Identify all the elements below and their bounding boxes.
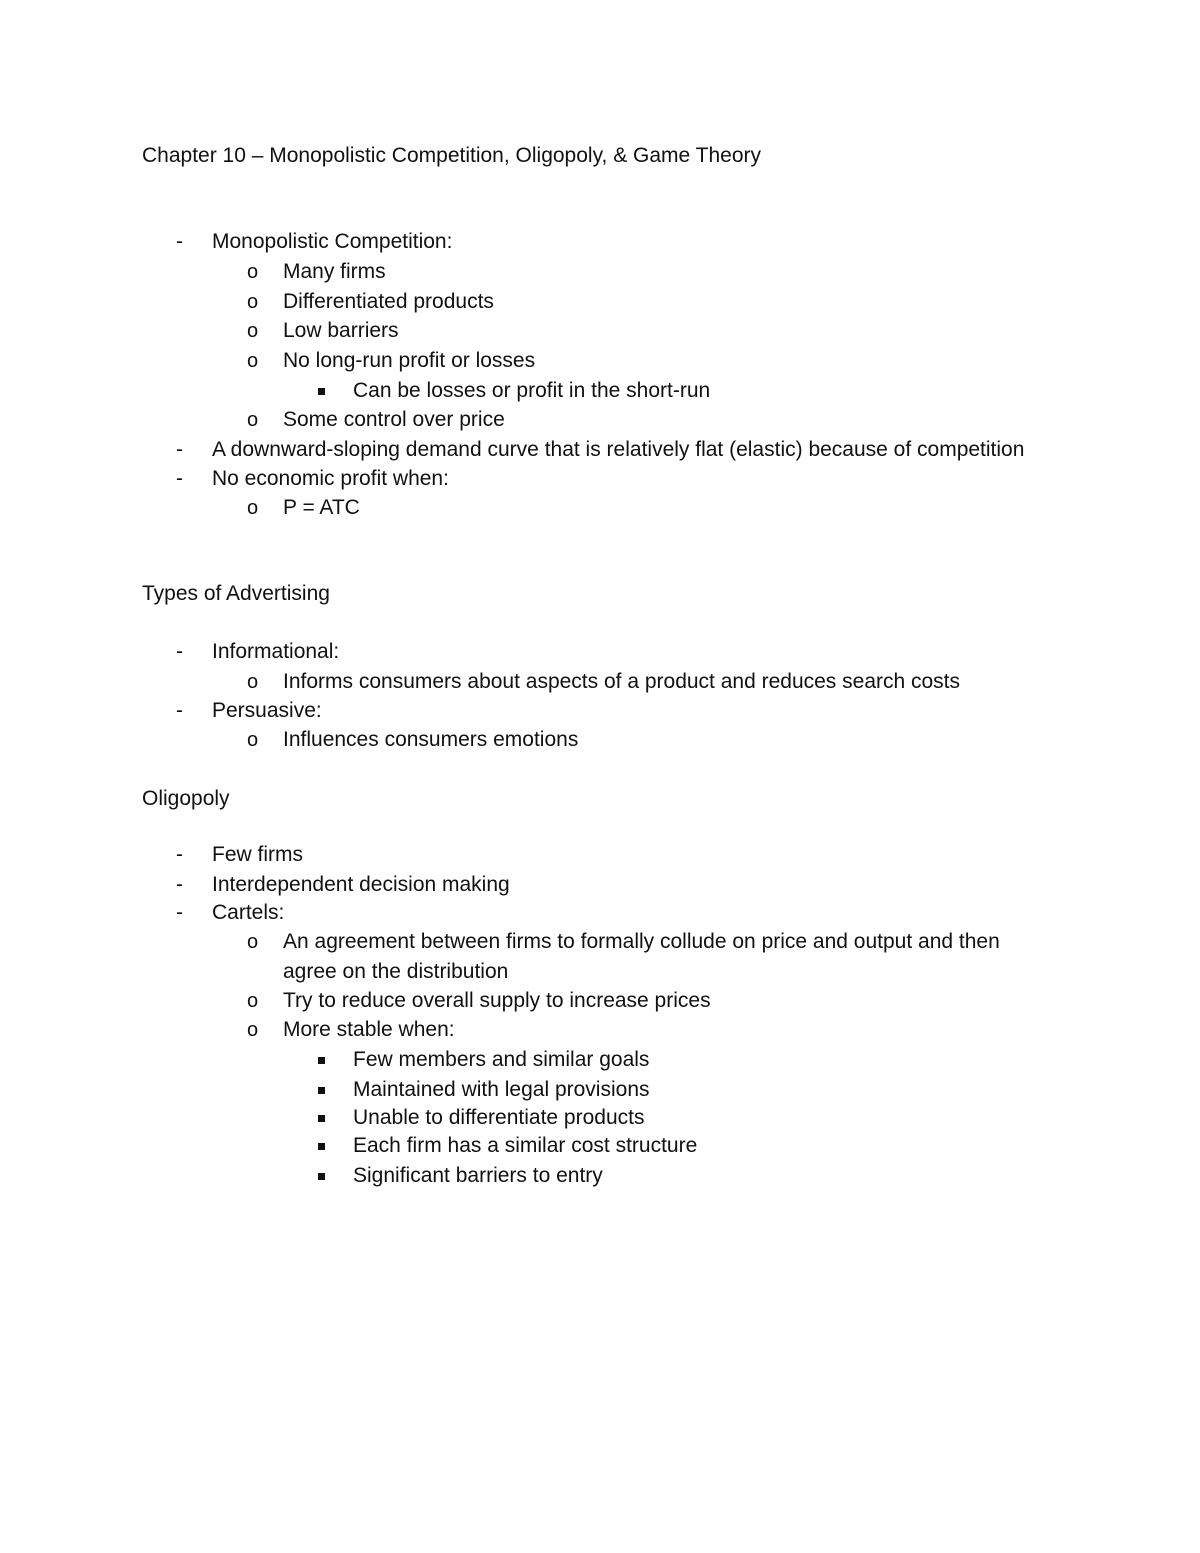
dash-bullet: - (176, 873, 183, 896)
list-item: Unable to differentiate products (353, 1106, 645, 1129)
circle-bullet: o (247, 409, 259, 431)
circle-bullet: o (247, 261, 259, 283)
list-item: Each firm has a similar cost structure (353, 1134, 698, 1157)
list-item: Maintained with legal provisions (353, 1078, 650, 1101)
dash-bullet: - (176, 843, 183, 866)
list-item: Interdependent decision making (212, 873, 510, 896)
list-item: Influences consumers emotions (283, 728, 579, 751)
circle-bullet: o (247, 729, 259, 751)
dash-bullet: - (176, 467, 183, 490)
list-item: Many firms (283, 260, 386, 283)
square-bullet (318, 1087, 325, 1094)
list-item: Can be losses or profit in the short-run (353, 379, 711, 402)
list-item: Differentiated products (283, 290, 494, 313)
square-bullet (318, 1115, 325, 1122)
list-item: Informs consumers about aspects of a product and reduces search costs (283, 670, 961, 693)
list-item: Try to reduce overall supply to increase prices (283, 989, 711, 1012)
square-bullet (318, 388, 325, 395)
list-item: A downward-sloping demand curve that is relatively flat (elastic) because of competition (212, 438, 1025, 461)
list-item: Informational: (212, 640, 340, 663)
square-bullet (318, 1057, 325, 1064)
list-item: Some control over price (283, 408, 505, 431)
list-item: P = ATC (283, 496, 360, 519)
dash-bullet: - (176, 699, 183, 722)
list-item: More stable when: (283, 1018, 455, 1041)
circle-bullet: o (247, 931, 259, 953)
document-title: Chapter 10 – Monopolistic Competition, Oligopoly, & Game Theory (142, 144, 762, 167)
list-item: Monopolistic Competition: (212, 230, 453, 253)
list-item: Low barriers (283, 319, 399, 342)
section-heading-oligopoly: Oligopoly (142, 787, 230, 810)
list-item: Persuasive: (212, 699, 322, 722)
dash-bullet: - (176, 230, 183, 253)
dash-bullet: - (176, 901, 183, 924)
circle-bullet: o (247, 291, 259, 313)
list-item: An agreement between firms to formally collude on price and output and then (283, 930, 1000, 953)
list-item: Few members and similar goals (353, 1048, 650, 1071)
list-item: Cartels: (212, 901, 285, 924)
square-bullet (318, 1143, 325, 1150)
section-heading-advertising: Types of Advertising (142, 582, 330, 605)
list-item: No economic profit when: (212, 467, 449, 490)
list-item-continuation: agree on the distribution (283, 960, 509, 983)
list-item: Few firms (212, 843, 303, 866)
circle-bullet: o (247, 320, 259, 342)
circle-bullet: o (247, 497, 259, 519)
dash-bullet: - (176, 438, 183, 461)
list-item: Significant barriers to entry (353, 1164, 603, 1187)
circle-bullet: o (247, 350, 259, 372)
circle-bullet: o (247, 990, 259, 1012)
circle-bullet: o (247, 1019, 259, 1041)
list-item: No long-run profit or losses (283, 349, 536, 372)
square-bullet (318, 1173, 325, 1180)
dash-bullet: - (176, 640, 183, 663)
circle-bullet: o (247, 671, 259, 693)
